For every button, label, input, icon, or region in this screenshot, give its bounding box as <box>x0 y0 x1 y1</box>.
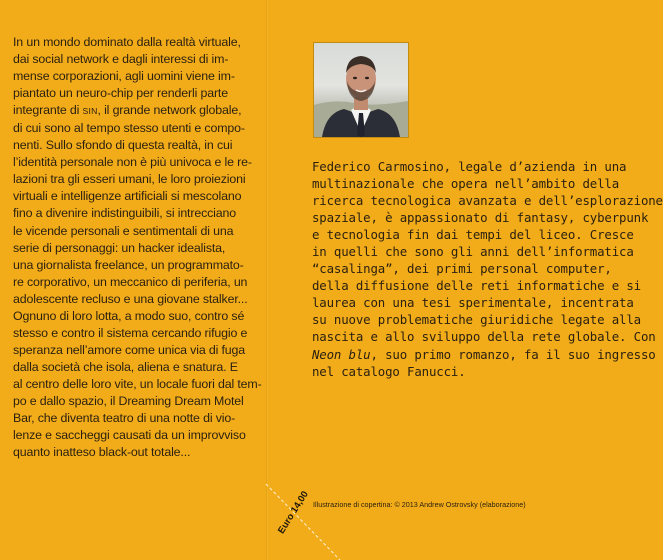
book-title-italic: Neon blu <box>312 346 371 362</box>
author-bio: Federico Carmosino, legale d’azienda in una multinazionale che opera nell’ambito della ricerca tecnologica avanzata e dell’esplorazione spaziale, è appassionato di fantasy, cyberpunk e tecnologia fin dai tempi del liceo. Cresce in quelli che sono gli anni dell’informatica “casalinga”, dei primi personal computer, della diffusione delle reti informatiche e si laurea con una tesi sperimentale, incentrata su nuove problematiche giuridiche legate alla nascita e allo sviluppo della rete globale. Con Neon blu, suo primo romanzo, fa il suo ingresso nel catalogo Fanucci. <box>312 159 663 379</box>
sin-small-caps: SIN <box>82 106 98 117</box>
cover-illustration-credit: Illustrazione di copertina: © 2013 Andrew Ostrovsky (elaborazione) <box>313 500 526 509</box>
synopsis-text: In un mondo dominato dalla realtà virtuale, dai social network e dagli interessi di im- mense corporazioni, agli uomini viene im- piantato un neuro-chip per renderli parte integrante di SIN, il grande network globale, di cui sono al tempo stesso utenti e compo- nenti. Sullo sfondo di questa realtà, in cui l’identità personale non è più univoca e le re- lazioni tra gli esseri umani, le loro proiezioni virtuali e intelligenze artificiali si mescolano fino a divenire indistinguibili, si intrecciano le vicende personali e sentimentali di una serie di personaggi: un hacker idealista, una giornalista freelance, un programmato- re corporativo, un meccanico di periferia, un adolescente recluso e una giovane stalker... Ognuno di loro lotta, a modo suo, contro sé stesso e contro il sistema cercando rifugio e speranza nell’amore come unica via di fuga dalla società che isola, aliena e snatura. E al centro delle loro vite, un locale fuori dal tem- po e dallo spazio, il Dreaming Dream Motel Bar, che diventa teatro di una notte di vio- lenze e saccheggi causati da un improvviso quanto inatteso black-out totale... <box>13 35 262 460</box>
price-label: Euro 14,00 <box>276 489 311 536</box>
